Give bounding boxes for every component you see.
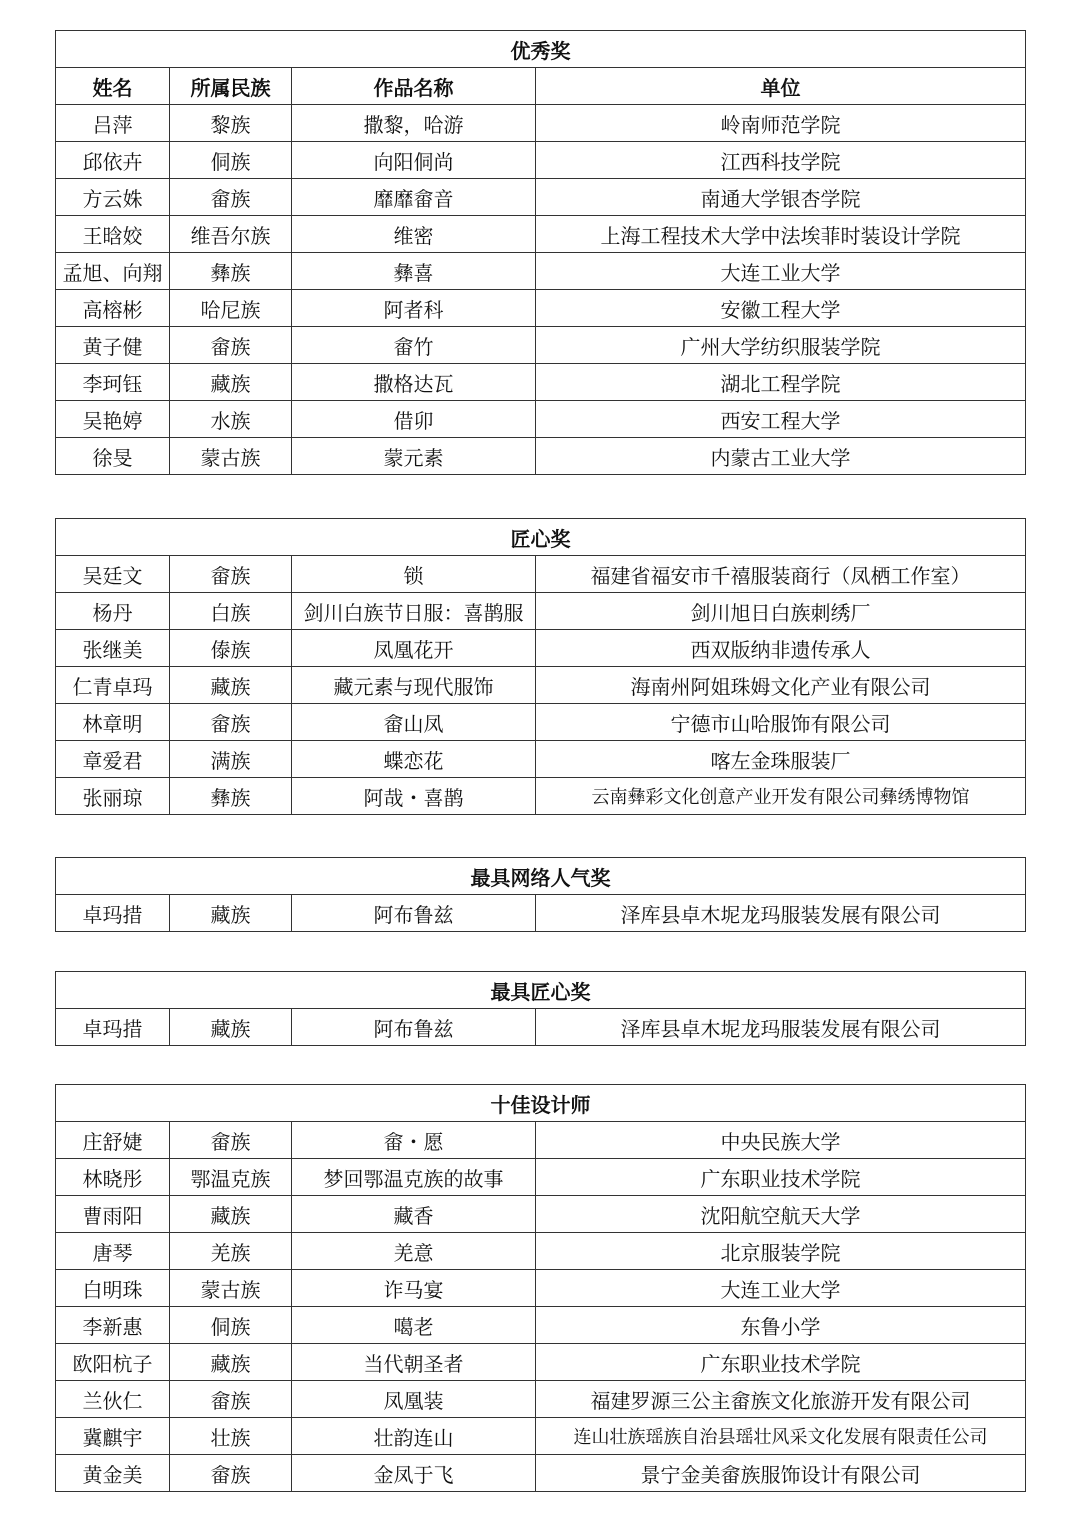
work-title-cell: 阿布鲁兹 bbox=[292, 1009, 536, 1046]
table-row bbox=[56, 1270, 1026, 1307]
header-unit: 单位 bbox=[536, 68, 1026, 105]
award-table bbox=[55, 518, 1026, 815]
work-title-cell: 阿者科 bbox=[292, 290, 536, 327]
winner-name-cell: 徐旻 bbox=[56, 438, 170, 475]
table-row bbox=[56, 179, 1026, 216]
organization-cell: 广东职业技术学院 bbox=[536, 1159, 1026, 1196]
winner-name-cell: 庄舒婕 bbox=[56, 1122, 170, 1159]
table-row bbox=[56, 556, 1026, 593]
winner-name-cell: 邱依卉 bbox=[56, 142, 170, 179]
work-title-cell: 畲竹 bbox=[292, 327, 536, 364]
table-row bbox=[56, 142, 1026, 179]
ethnicity-cell: 畲族 bbox=[170, 1381, 292, 1418]
table-row bbox=[56, 741, 1026, 778]
winner-name-cell: 仁青卓玛 bbox=[56, 667, 170, 704]
ethnicity-cell: 畲族 bbox=[170, 704, 292, 741]
award-table bbox=[55, 857, 1026, 932]
winner-name-cell: 曹雨阳 bbox=[56, 1196, 170, 1233]
organization-cell: 连山壮族瑶族自治县瑶壮风采文化发展有限责任公司 bbox=[536, 1418, 1026, 1455]
organization-cell: 宁德市山哈服饰有限公司 bbox=[536, 704, 1026, 741]
table-row bbox=[56, 1233, 1026, 1270]
winner-name-cell: 林晓彤 bbox=[56, 1159, 170, 1196]
winner-name-cell: 高榕彬 bbox=[56, 290, 170, 327]
organization-cell: 中央民族大学 bbox=[536, 1122, 1026, 1159]
organization-cell: 大连工业大学 bbox=[536, 253, 1026, 290]
ethnicity-cell: 畲族 bbox=[170, 556, 292, 593]
work-title-cell: 畲・愿 bbox=[292, 1122, 536, 1159]
work-title-cell: 畲山凤 bbox=[292, 704, 536, 741]
ethnicity-cell: 蒙古族 bbox=[170, 438, 292, 475]
table-row bbox=[56, 1122, 1026, 1159]
table-row bbox=[56, 364, 1026, 401]
organization-cell: 广东职业技术学院 bbox=[536, 1344, 1026, 1381]
organization-cell: 喀左金珠服装厂 bbox=[536, 741, 1026, 778]
award-section-excellence bbox=[55, 30, 1025, 475]
organization-cell: 海南州阿姐珠姆文化产业有限公司 bbox=[536, 667, 1026, 704]
section-title: 最具网络人气奖 bbox=[56, 858, 1026, 895]
header-row bbox=[56, 68, 1026, 105]
award-table bbox=[55, 971, 1026, 1046]
work-title-cell: 金凤于飞 bbox=[292, 1455, 536, 1492]
table-row bbox=[56, 253, 1026, 290]
work-title-cell: 藏元素与现代服饰 bbox=[292, 667, 536, 704]
organization-cell: 泽库县卓木坭龙玛服装发展有限公司 bbox=[536, 1009, 1026, 1046]
ethnicity-cell: 彝族 bbox=[170, 778, 292, 815]
table-row bbox=[56, 216, 1026, 253]
winner-name-cell: 冀麒宇 bbox=[56, 1418, 170, 1455]
section-title: 十佳设计师 bbox=[56, 1085, 1026, 1122]
organization-cell: 剑川旭日白族刺绣厂 bbox=[536, 593, 1026, 630]
table-row bbox=[56, 667, 1026, 704]
ethnicity-cell: 藏族 bbox=[170, 1196, 292, 1233]
winner-name-cell: 唐琴 bbox=[56, 1233, 170, 1270]
ethnicity-cell: 维吾尔族 bbox=[170, 216, 292, 253]
header-work: 作品名称 bbox=[292, 68, 536, 105]
section-title: 匠心奖 bbox=[56, 519, 1026, 556]
winner-name-cell: 李珂钰 bbox=[56, 364, 170, 401]
work-title-cell: 当代朝圣者 bbox=[292, 1344, 536, 1381]
winner-name-cell: 张丽琼 bbox=[56, 778, 170, 815]
ethnicity-cell: 彝族 bbox=[170, 253, 292, 290]
ethnicity-cell: 白族 bbox=[170, 593, 292, 630]
work-title-cell: 剑川白族节日服：喜鹊服 bbox=[292, 593, 536, 630]
ethnicity-cell: 侗族 bbox=[170, 142, 292, 179]
organization-cell: 泽库县卓木坭龙玛服装发展有限公司 bbox=[536, 895, 1026, 932]
winner-name-cell: 黄子健 bbox=[56, 327, 170, 364]
ethnicity-cell: 满族 bbox=[170, 741, 292, 778]
ethnicity-cell: 蒙古族 bbox=[170, 1270, 292, 1307]
header-ethnicity: 所属民族 bbox=[170, 68, 292, 105]
work-title-cell: 靡靡畲音 bbox=[292, 179, 536, 216]
winner-name-cell: 李新惠 bbox=[56, 1307, 170, 1344]
winner-name-cell: 吴艳婷 bbox=[56, 401, 170, 438]
organization-cell: 内蒙古工业大学 bbox=[536, 438, 1026, 475]
work-title-cell: 藏香 bbox=[292, 1196, 536, 1233]
work-title-cell: 蒙元素 bbox=[292, 438, 536, 475]
ethnicity-cell: 傣族 bbox=[170, 630, 292, 667]
table-row bbox=[56, 105, 1026, 142]
table-row bbox=[56, 593, 1026, 630]
winner-name-cell: 王晗姣 bbox=[56, 216, 170, 253]
table-row bbox=[56, 1307, 1026, 1344]
organization-cell: 安徽工程大学 bbox=[536, 290, 1026, 327]
table-row bbox=[56, 1196, 1026, 1233]
organization-cell: 云南彝彩文化创意产业开发有限公司彝绣博物馆 bbox=[536, 778, 1026, 815]
organization-cell: 岭南师范学院 bbox=[536, 105, 1026, 142]
winner-name-cell: 方云姝 bbox=[56, 179, 170, 216]
winner-name-cell: 卓玛措 bbox=[56, 1009, 170, 1046]
organization-cell: 大连工业大学 bbox=[536, 1270, 1026, 1307]
work-title-cell: 彝喜 bbox=[292, 253, 536, 290]
table-row bbox=[56, 1159, 1026, 1196]
award-section-top-ten-designers bbox=[55, 1084, 1025, 1492]
winner-name-cell: 欧阳杭子 bbox=[56, 1344, 170, 1381]
work-title-cell: 撒格达瓦 bbox=[292, 364, 536, 401]
work-title-cell: 噶老 bbox=[292, 1307, 536, 1344]
ethnicity-cell: 藏族 bbox=[170, 895, 292, 932]
ethnicity-cell: 畲族 bbox=[170, 1122, 292, 1159]
winner-name-cell: 黄金美 bbox=[56, 1455, 170, 1492]
work-title-cell: 诈马宴 bbox=[292, 1270, 536, 1307]
table-row bbox=[56, 1455, 1026, 1492]
table-row bbox=[56, 1418, 1026, 1455]
winner-name-cell: 吴廷文 bbox=[56, 556, 170, 593]
award-table bbox=[55, 30, 1026, 475]
organization-cell: 福建省福安市千禧服装商行（凤栖工作室） bbox=[536, 556, 1026, 593]
award-section-craftsmanship bbox=[55, 518, 1025, 815]
award-section-online-popularity bbox=[55, 857, 1025, 932]
table-row bbox=[56, 1381, 1026, 1418]
organization-cell: 东鲁小学 bbox=[536, 1307, 1026, 1344]
winner-name-cell: 林章明 bbox=[56, 704, 170, 741]
organization-cell: 福建罗源三公主畲族文化旅游开发有限公司 bbox=[536, 1381, 1026, 1418]
winner-name-cell: 吕萍 bbox=[56, 105, 170, 142]
work-title-cell: 向阳侗尚 bbox=[292, 142, 536, 179]
table-row bbox=[56, 704, 1026, 741]
work-title-cell: 锁 bbox=[292, 556, 536, 593]
winner-name-cell: 兰伙仁 bbox=[56, 1381, 170, 1418]
work-title-cell: 阿哉・喜鹊 bbox=[292, 778, 536, 815]
winner-name-cell: 卓玛措 bbox=[56, 895, 170, 932]
table-row bbox=[56, 630, 1026, 667]
ethnicity-cell: 藏族 bbox=[170, 1344, 292, 1381]
ethnicity-cell: 畲族 bbox=[170, 327, 292, 364]
organization-cell: 西安工程大学 bbox=[536, 401, 1026, 438]
organization-cell: 上海工程技术大学中法埃菲时装设计学院 bbox=[536, 216, 1026, 253]
winner-name-cell: 章爱君 bbox=[56, 741, 170, 778]
table-row bbox=[56, 327, 1026, 364]
ethnicity-cell: 羌族 bbox=[170, 1233, 292, 1270]
ethnicity-cell: 藏族 bbox=[170, 1009, 292, 1046]
work-title-cell: 凤凰花开 bbox=[292, 630, 536, 667]
ethnicity-cell: 畲族 bbox=[170, 1455, 292, 1492]
award-table bbox=[55, 1084, 1026, 1492]
ethnicity-cell: 黎族 bbox=[170, 105, 292, 142]
table-row bbox=[56, 895, 1026, 932]
organization-cell: 北京服装学院 bbox=[536, 1233, 1026, 1270]
work-title-cell: 蝶恋花 bbox=[292, 741, 536, 778]
organization-cell: 景宁金美畲族服饰设计有限公司 bbox=[536, 1455, 1026, 1492]
award-section-best-craftsmanship bbox=[55, 971, 1025, 1046]
work-title-cell: 壮韵连山 bbox=[292, 1418, 536, 1455]
work-title-cell: 梦回鄂温克族的故事 bbox=[292, 1159, 536, 1196]
ethnicity-cell: 壮族 bbox=[170, 1418, 292, 1455]
ethnicity-cell: 藏族 bbox=[170, 364, 292, 401]
winner-name-cell: 白明珠 bbox=[56, 1270, 170, 1307]
work-title-cell: 羌意 bbox=[292, 1233, 536, 1270]
table-row bbox=[56, 778, 1026, 815]
work-title-cell: 凤凰装 bbox=[292, 1381, 536, 1418]
ethnicity-cell: 畲族 bbox=[170, 179, 292, 216]
ethnicity-cell: 鄂温克族 bbox=[170, 1159, 292, 1196]
table-row bbox=[56, 438, 1026, 475]
table-row bbox=[56, 1009, 1026, 1046]
work-title-cell: 借卯 bbox=[292, 401, 536, 438]
ethnicity-cell: 水族 bbox=[170, 401, 292, 438]
organization-cell: 西双版纳非遗传承人 bbox=[536, 630, 1026, 667]
table-row bbox=[56, 1344, 1026, 1381]
section-title: 最具匠心奖 bbox=[56, 972, 1026, 1009]
ethnicity-cell: 哈尼族 bbox=[170, 290, 292, 327]
section-title: 优秀奖 bbox=[56, 31, 1026, 68]
ethnicity-cell: 侗族 bbox=[170, 1307, 292, 1344]
organization-cell: 广州大学纺织服装学院 bbox=[536, 327, 1026, 364]
organization-cell: 江西科技学院 bbox=[536, 142, 1026, 179]
table-row bbox=[56, 401, 1026, 438]
work-title-cell: 维密 bbox=[292, 216, 536, 253]
header-name: 姓名 bbox=[56, 68, 170, 105]
winner-name-cell: 杨丹 bbox=[56, 593, 170, 630]
table-row bbox=[56, 290, 1026, 327]
winner-name-cell: 张继美 bbox=[56, 630, 170, 667]
organization-cell: 湖北工程学院 bbox=[536, 364, 1026, 401]
organization-cell: 沈阳航空航天大学 bbox=[536, 1196, 1026, 1233]
organization-cell: 南通大学银杏学院 bbox=[536, 179, 1026, 216]
winner-name-cell: 孟旭、向翔 bbox=[56, 253, 170, 290]
work-title-cell: 阿布鲁兹 bbox=[292, 895, 536, 932]
work-title-cell: 撒黎，哈游 bbox=[292, 105, 536, 142]
ethnicity-cell: 藏族 bbox=[170, 667, 292, 704]
